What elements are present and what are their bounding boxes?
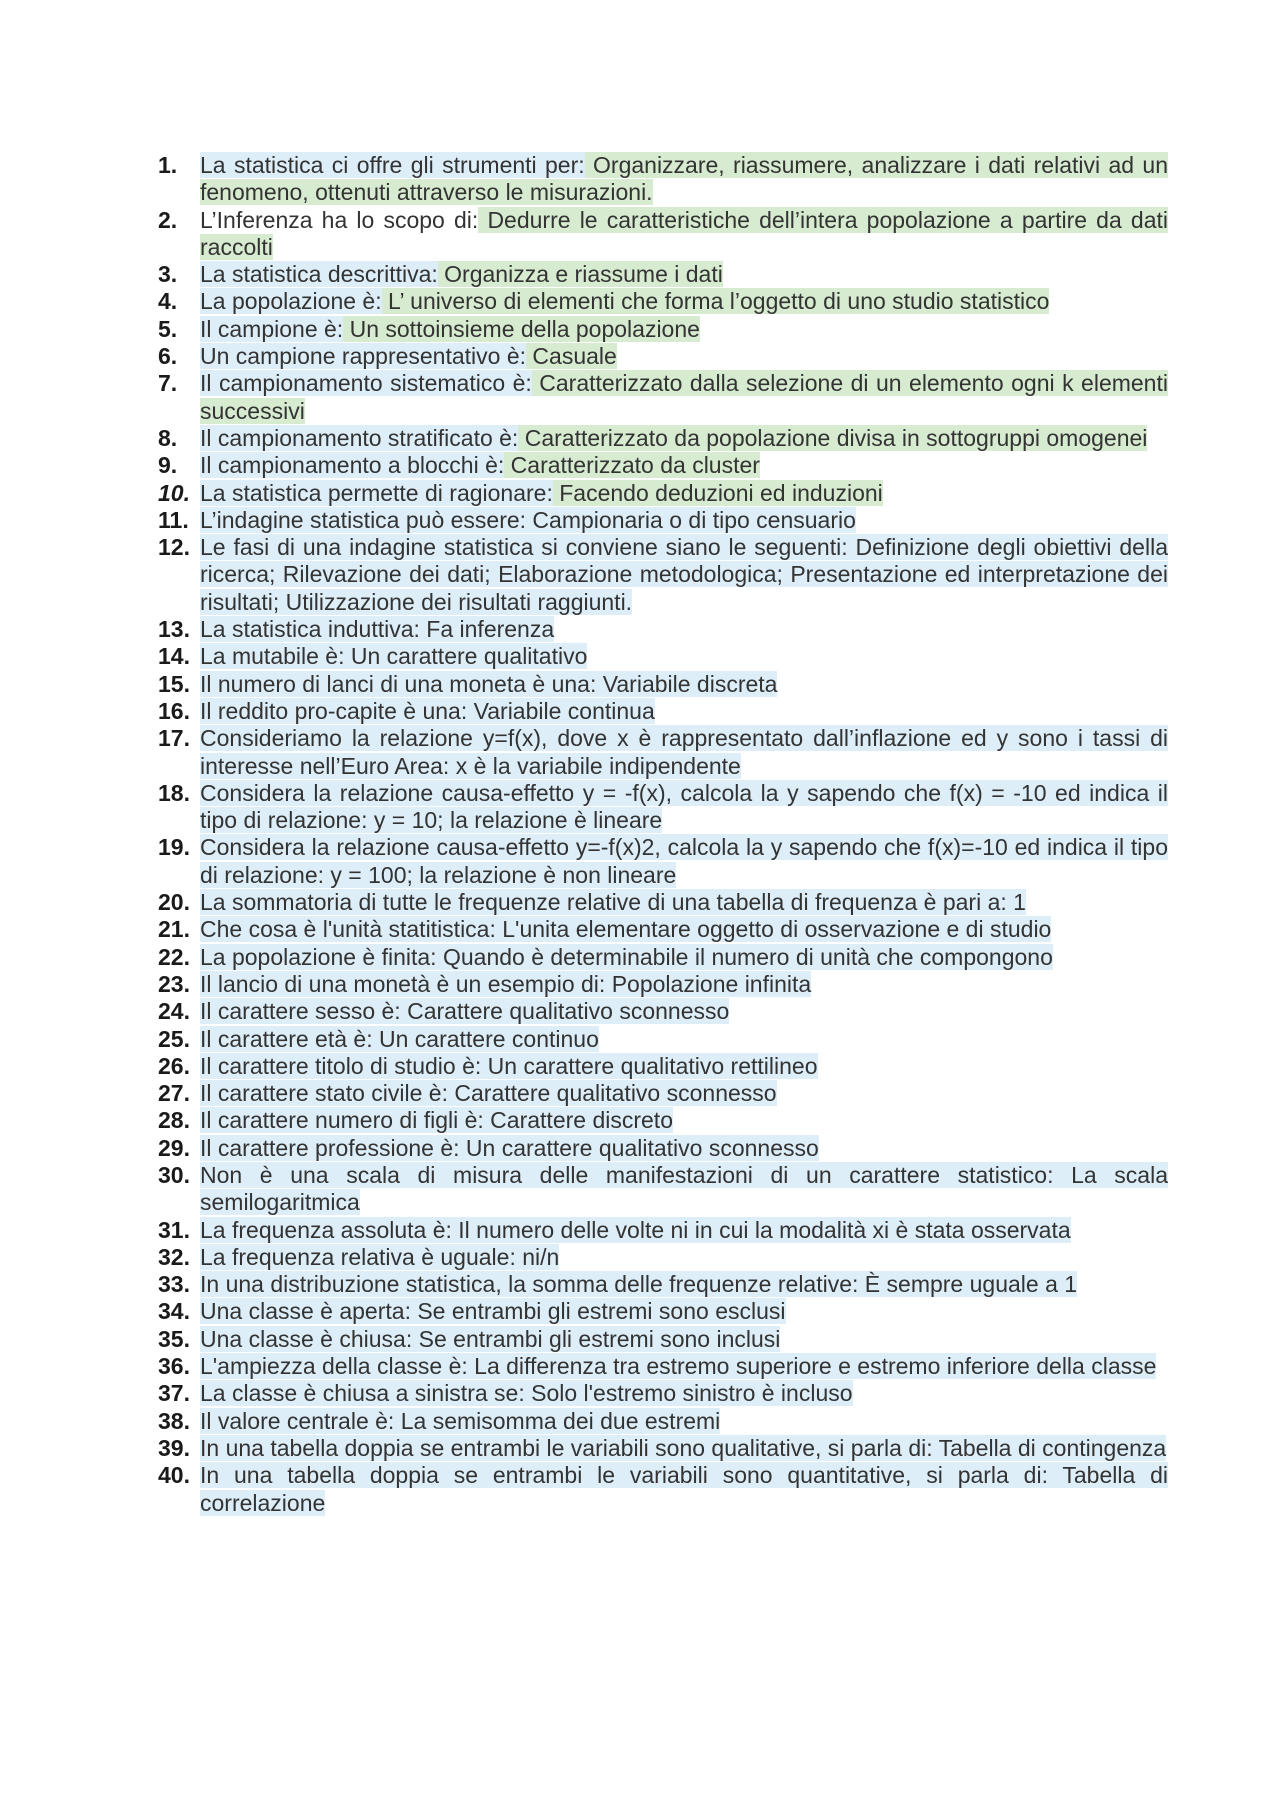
item-number: 18. — [158, 779, 190, 806]
list-item — [158, 1162, 1168, 1217]
list-item — [158, 616, 1168, 643]
item-number: 30. — [158, 1161, 190, 1188]
item-number: 25. — [158, 1025, 190, 1052]
item-answer: Solo l'estremo sinistro è incluso — [524, 1380, 853, 1407]
item-number: 29. — [158, 1134, 190, 1161]
item-number: 2. — [158, 206, 178, 233]
list-item — [158, 725, 1168, 780]
item-question: Non è una scala di misura delle manifestazioni di un carattere statistico: — [200, 1161, 1054, 1188]
item-answer: Il numero delle volte ni in cui la modalità xi è stata osservata — [451, 1216, 1071, 1243]
item-answer: Se entrambi gli estremi sono esclusi — [410, 1298, 786, 1325]
list-item — [158, 1244, 1168, 1271]
list-item — [158, 1326, 1168, 1353]
item-question: Il carattere età è: — [200, 1025, 373, 1052]
item-question: Il carattere numero di figli è: — [200, 1107, 484, 1134]
item-question: La statistica descrittiva: — [200, 261, 438, 288]
item-question: L'ampiezza della classe è: — [200, 1353, 468, 1380]
list-item — [158, 152, 1168, 207]
question-answer-list — [158, 152, 1168, 1517]
item-number: 14. — [158, 643, 190, 670]
item-number: 4. — [158, 288, 178, 315]
item-question: L’indagine statistica può essere: — [200, 506, 527, 533]
item-question: La frequenza assoluta è: — [200, 1216, 452, 1243]
item-question: Il campionamento stratificato è: — [200, 424, 519, 451]
item-number: 26. — [158, 1052, 190, 1079]
item-number: 16. — [158, 697, 190, 724]
item-question: La sommatoria di tutte le frequenze relative di una tabella di frequenza è pari a: — [200, 889, 1007, 916]
item-question: In una tabella doppia se entrambi le variabili sono qualitative, si parla di: — [200, 1434, 933, 1461]
item-answer: Tabella di correlazione — [200, 1462, 1169, 1516]
item-answer: Un carattere continuo — [372, 1025, 599, 1052]
list-item — [158, 1107, 1168, 1134]
item-question: Il carattere stato civile è: — [200, 1080, 448, 1107]
item-number: 19. — [158, 834, 190, 861]
item-number: 36. — [158, 1353, 190, 1380]
item-answer: Facendo deduzioni ed induzioni — [552, 479, 883, 506]
item-answer: Caratterizzato da popolazione divisa in sottogruppi omogenei — [518, 424, 1148, 451]
list-item — [158, 971, 1168, 998]
item-question: La mutabile è: — [200, 643, 345, 670]
list-item — [158, 780, 1168, 835]
item-number: 5. — [158, 315, 178, 342]
item-answer: Fa inferenza — [419, 616, 555, 643]
item-number: 13. — [158, 616, 190, 643]
list-item — [158, 480, 1168, 507]
item-answer: L’ universo di elementi che forma l’oggetto di uno studio statistico — [381, 288, 1050, 315]
item-answer: Tabella di contingenza — [932, 1434, 1167, 1461]
item-number: 9. — [158, 452, 178, 479]
item-answer: Campionaria o di tipo censuario — [526, 506, 856, 533]
item-answer: Un carattere qualitativo — [344, 643, 588, 670]
list-item — [158, 698, 1168, 725]
item-answer: Dedurre le caratteristiche dell’intera popolazione a partire da dati raccolti — [200, 206, 1168, 260]
item-number: 7. — [158, 370, 178, 397]
item-answer: Quando è determinabile il numero di unità che compongono — [436, 943, 1053, 970]
item-number: 8. — [158, 424, 178, 451]
item-number: 12. — [158, 534, 190, 561]
list-item — [158, 534, 1168, 616]
list-item — [158, 343, 1168, 370]
item-answer: Carattere discreto — [483, 1107, 673, 1134]
list-item — [158, 1462, 1168, 1517]
item-number: 21. — [158, 916, 190, 943]
item-question: Una classe è chiusa: — [200, 1325, 413, 1352]
list-item — [158, 261, 1168, 288]
item-question: La statistica permette di ragionare: — [200, 479, 553, 506]
item-number: 17. — [158, 725, 190, 752]
item-question: Un campione rappresentativo è: — [200, 343, 527, 370]
item-question: Il valore centrale è: — [200, 1407, 395, 1434]
item-question: Consideriamo la relazione y=f(x), dove x è rappresentato dall’inflazione ed y sono i tassi di interesse nell’Euro Area: — [200, 725, 1168, 779]
item-number: 35. — [158, 1325, 190, 1352]
item-answer: Variabile discreta — [596, 670, 778, 697]
item-question: Che cosa è l'unità statitistica: — [200, 916, 496, 943]
list-item — [158, 671, 1168, 698]
list-item — [158, 1080, 1168, 1107]
item-number: 24. — [158, 998, 190, 1025]
item-question: Il numero di lanci di una moneta è una: — [200, 670, 597, 697]
item-number: 40. — [158, 1462, 190, 1489]
item-answer: Un carattere qualitativo rettilineo — [481, 1052, 818, 1079]
item-answer: Organizza e riassume i dati — [437, 261, 723, 288]
item-answer: L'unita elementare oggetto di osservazione e di studio — [495, 916, 1052, 943]
list-item — [158, 916, 1168, 943]
item-answer: y = 100; la relazione è non lineare — [324, 861, 677, 888]
list-item — [158, 1217, 1168, 1244]
list-item — [158, 643, 1168, 670]
item-question: Il carattere titolo di studio è: — [200, 1052, 482, 1079]
item-number: 11. — [158, 506, 189, 533]
item-question: La classe è chiusa a sinistra se: — [200, 1380, 525, 1407]
item-number: 34. — [158, 1298, 190, 1325]
list-item — [158, 425, 1168, 452]
item-number: 31. — [158, 1216, 190, 1243]
item-number: 23. — [158, 970, 190, 997]
list-item — [158, 944, 1168, 971]
list-item — [158, 507, 1168, 534]
list-item — [158, 998, 1168, 1025]
item-answer: È sempre uguale a 1 — [858, 1271, 1078, 1298]
item-number: 6. — [158, 343, 178, 370]
item-answer: Variabile continua — [467, 697, 655, 724]
item-answer: Definizione degli obiettivi della ricerca; Rilevazione dei dati; Elaborazione metodologica; Presentazione ed interpretazione dei risultati; Utilizzazione dei risultati raggiunti. — [200, 534, 1168, 615]
item-answer: La differenza tra estremo superiore e estremo inferiore della classe — [467, 1353, 1157, 1380]
item-number: 1. — [158, 152, 178, 178]
item-number: 32. — [158, 1243, 190, 1270]
item-answer: Carattere qualitativo sconnesso — [448, 1080, 777, 1107]
item-answer: y = 10; la relazione è lineare — [367, 807, 663, 834]
list-item — [158, 1053, 1168, 1080]
list-item — [158, 1380, 1168, 1407]
list-item — [158, 207, 1168, 262]
item-question: Considera la relazione causa-effetto y = -f(x), calcola la y sapendo che f(x) = -10 ed indica il tipo di relazione: — [200, 779, 1168, 834]
item-answer: Popolazione infinita — [605, 970, 812, 997]
item-question: La popolazione è finita: — [200, 943, 437, 970]
item-question: In una distribuzione statistica, la somma delle frequenze relative: — [200, 1271, 859, 1298]
item-number: 38. — [158, 1407, 190, 1434]
item-question: In una tabella doppia se entrambi le variabili sono quantitative, si parla di: — [200, 1462, 1048, 1489]
item-answer: Casuale — [526, 343, 617, 370]
item-question: La popolazione è: — [200, 288, 382, 315]
item-number: 27. — [158, 1080, 190, 1107]
item-question: Il campionamento sistematico è: — [200, 370, 532, 397]
list-item — [158, 316, 1168, 343]
item-question: Il carattere sesso è: — [200, 998, 401, 1025]
item-number: 33. — [158, 1271, 190, 1298]
item-number: 20. — [158, 889, 190, 916]
item-question: Il campione è: — [200, 315, 344, 342]
list-item — [158, 370, 1168, 425]
list-item — [158, 1298, 1168, 1325]
item-question: Il lancio di una monetà è un esempio di: — [200, 970, 606, 997]
list-item — [158, 1271, 1168, 1298]
item-answer: Un carattere qualitativo sconnesso — [459, 1134, 819, 1161]
item-answer: La scala semilogaritmica — [200, 1161, 1168, 1216]
item-question: La statistica induttiva: — [200, 616, 420, 643]
item-question: Le fasi di una indagine statistica si conviene siano le seguenti: — [200, 534, 848, 561]
list-item — [158, 1135, 1168, 1162]
item-answer: Caratterizzato da cluster — [504, 452, 760, 479]
item-number: 39. — [158, 1434, 190, 1461]
item-question: Il reddito pro-capite è una: — [200, 697, 468, 724]
item-question: La statistica ci offre gli strumenti per: — [200, 152, 585, 178]
item-question: Il campionamento a blocchi è: — [200, 452, 505, 479]
list-item — [158, 1353, 1168, 1380]
list-item — [158, 1435, 1168, 1462]
item-question: Considera la relazione causa-effetto y=-f(x)2, calcola la y sapendo che f(x)=-10 ed indica il tipo di relazione: — [200, 834, 1168, 888]
item-answer: 1 — [1006, 889, 1026, 916]
item-number: 28. — [158, 1107, 190, 1134]
item-question: L’Inferenza ha lo scopo di: — [200, 206, 479, 233]
item-answer: La semisomma dei due estremi — [394, 1407, 721, 1434]
item-number: 15. — [158, 670, 190, 697]
list-item — [158, 1026, 1168, 1053]
item-answer: ni/n — [515, 1243, 560, 1270]
item-question: La frequenza relativa è uguale: — [200, 1243, 516, 1270]
item-number: 10. — [158, 479, 190, 506]
list-item — [158, 452, 1168, 479]
item-answer: Organizzare, riassumere, analizzare i dati relativi ad un fenomeno, ottenuti attraverso le misurazioni. — [200, 152, 1168, 206]
item-number: 22. — [158, 943, 190, 970]
item-answer: Carattere qualitativo sconnesso — [400, 998, 730, 1025]
item-answer: x è la variabile indipendente — [449, 752, 741, 779]
item-answer: Se entrambi gli estremi sono inclusi — [412, 1325, 781, 1352]
item-answer: Caratterizzato dalla selezione di un elemento ogni k elementi successivi — [200, 370, 1168, 424]
item-number: 3. — [158, 261, 178, 288]
list-item — [158, 288, 1168, 315]
item-question: Il carattere professione è: — [200, 1134, 460, 1161]
item-question: Una classe è aperta: — [200, 1298, 411, 1325]
list-item — [158, 834, 1168, 889]
list-item — [158, 1408, 1168, 1435]
item-number: 37. — [158, 1380, 190, 1407]
item-answer: Un sottoinsieme della popolazione — [343, 315, 700, 342]
list-item — [158, 889, 1168, 916]
